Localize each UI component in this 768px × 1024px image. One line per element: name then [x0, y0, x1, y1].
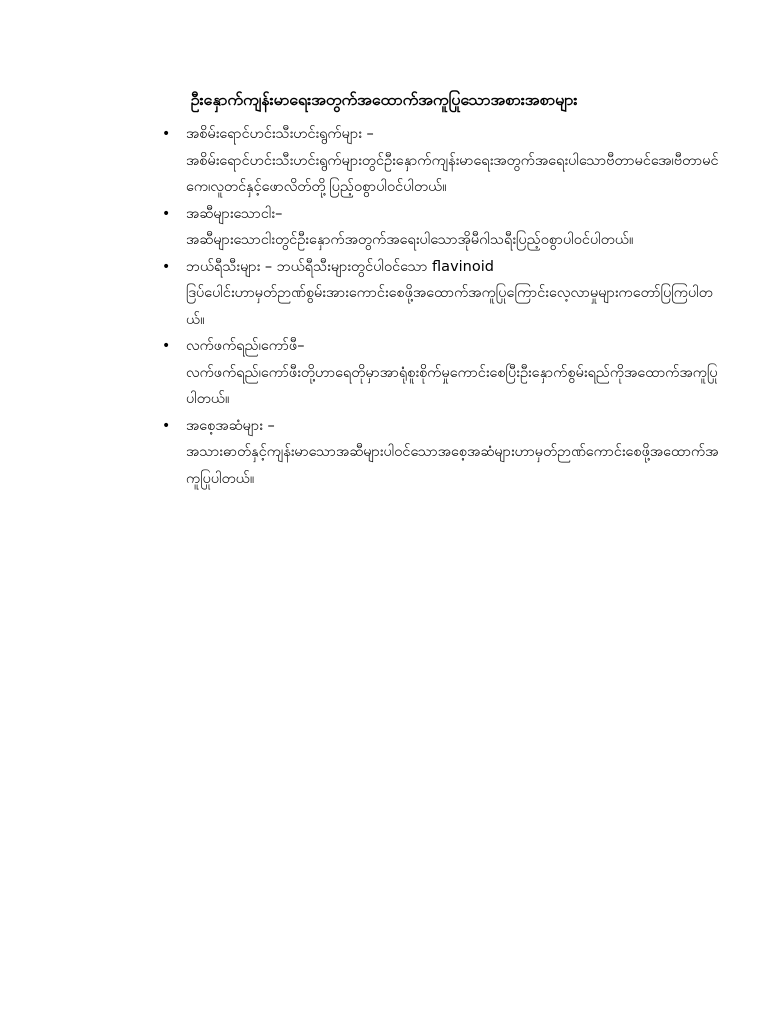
item-heading: အစေ့အဆံများ –	[186, 417, 275, 434]
list-item	[162, 201, 722, 254]
bullet-list	[162, 121, 722, 492]
item-heading: အဆီများသောငါး–	[186, 205, 283, 222]
list-item	[162, 121, 722, 201]
bullet-icon: •	[162, 417, 171, 434]
item-body: လက်ဖက်ရည်၊ကော်ဖီးတို့ဟာရေတိုမှာအာရုံစူးစိုက်မှုကောင်းစေပြီးဦးနှောက်စွမ်းရည်ကိုအထောက်အကူပြုပါတယ်။	[186, 364, 718, 407]
item-body: အဆီများသောငါးတွင်ဦးနှောက်အတွက်အရေးပါသောအိုမီဂါသရီးပြည့်ဝစွာပါဝင်ပါတယ်။	[186, 232, 634, 248]
bullet-icon: •	[162, 126, 171, 142]
list-item	[162, 254, 722, 334]
item-body: အစိမ်းရောင်ဟင်းသီးဟင်းရွက်များတွင်ဦးနှောက်ကျန်းမာရေးအတွက်အရေးပါသောဗီတာမင်အေ၊ဗီတာမင်ကေ၊လူတင်နှင့်ဖောလိတ်တို့ပြည့်ဝစွာပါဝင်ပါတယ်။	[186, 152, 719, 195]
item-heading: အစိမ်းရောင်ဟင်းသီးဟင်းရွက်များ –	[186, 126, 374, 142]
bullet-icon: •	[162, 205, 171, 222]
list-item	[162, 333, 722, 413]
item-body: အသားဓာတ်နှင့်ကျန်းမာသောအဆီများပါဝင်သောအစေ့အဆံများဟာမှတ်ဉာဏ်ကောင်းစေဖို့အထောက်အကူပြုပါတယ်။	[186, 444, 719, 487]
list-item	[162, 413, 722, 493]
bullet-icon: •	[162, 258, 171, 275]
item-heading: လက်ဖက်ရည်၊ကော်ဖီ–	[186, 338, 305, 354]
item-body: ဒြပ်ပေါင်းဟာမှတ်ဉာဏ်စွမ်းအားကောင်းစေဖို့အထောက်အကူပြုကြောင်းလေ့လာမှုများကတော်ပြကြပါတယ်။	[186, 285, 713, 328]
item-heading: ဘယ်ရီသီးများ – ဘယ်ရီသီးများတွင်ပါဝင်သော flavinoid	[186, 258, 494, 275]
bullet-icon: •	[162, 338, 171, 354]
document-title: ဦးနှောက်ကျန်းမာရေးအတွက်အထောက်အကူပြုသောအစားအစာများ	[190, 90, 578, 109]
